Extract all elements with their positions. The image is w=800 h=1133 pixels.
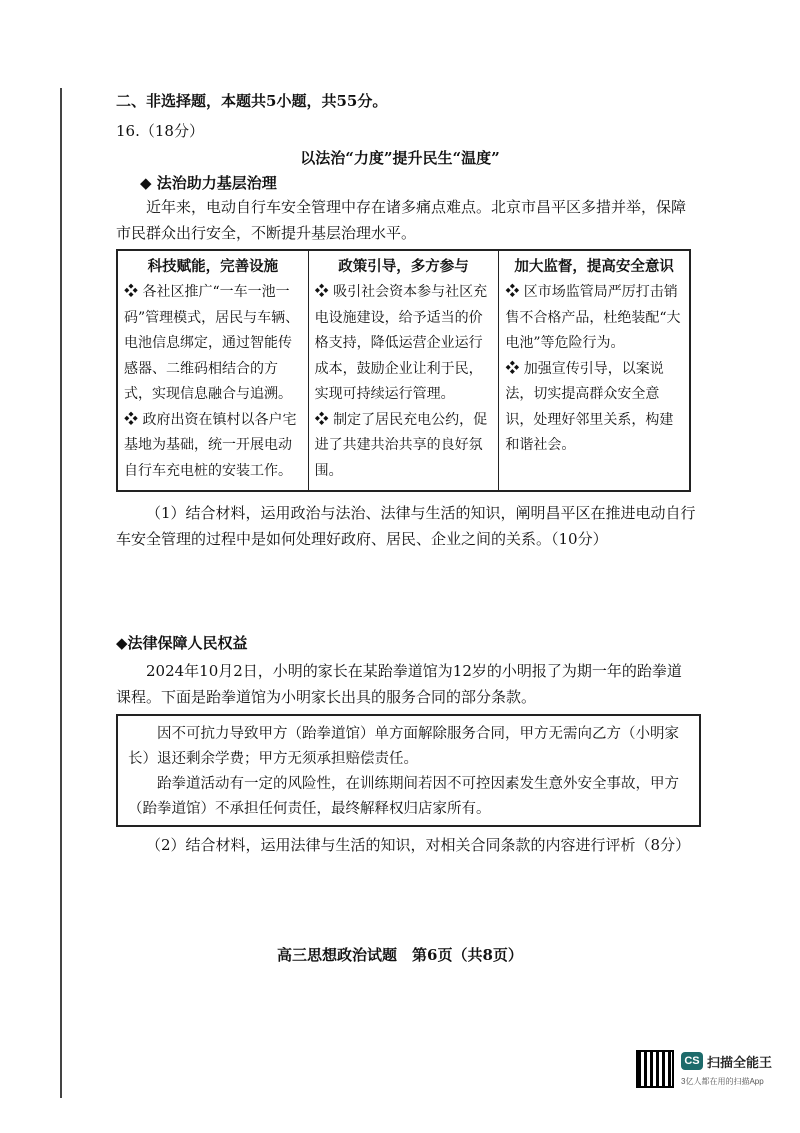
column-item: ❖ 吸引社会资本参与社区充电设施建设，给予适当的价格支持，降低运营企业运行成本，鼓励企业让利于民，实现可持续运行管理。 (314, 284, 488, 402)
measures-table (116, 249, 691, 492)
table-column (309, 251, 500, 490)
column-heading: 加大监督，提高安全意识 (514, 258, 674, 275)
page-footer: 高三思想政治试题 第6页（共8页） (277, 946, 523, 964)
section2-intro: 2024年10月2日，小明的家长在某跆拳道馆为12岁的小明报了为期一年的跆拳道课程。下面是跆拳道馆为小明家长出具的服务合同的部分条款。 (116, 662, 682, 706)
table-column (118, 251, 309, 490)
column-item: ❖ 各社区推广“一车一池一码”管理模式，居民与车辆、电池信息绑定，通过智能传感器、二维码相结合的方式，实现信息融合与追溯。 (124, 284, 300, 402)
camscanner-logo-icon: CS (681, 1052, 703, 1070)
question-number: 16.（18分） (116, 122, 204, 140)
question-2: （2）结合材料，运用法律与生活的知识，对相关合同条款的内容进行评析（8分） (146, 836, 691, 854)
section1-intro: 近年来，电动自行车安全管理中存在诸多痛点难点。北京市昌平区多措并举，保障市民群众出行安全，不断提升基层治理水平。 (116, 198, 687, 242)
material-title: 以法治“力度”提升民生“温度” (300, 149, 500, 167)
qr-code-icon (636, 1050, 674, 1088)
watermark-name: 扫描全能王 (707, 1055, 773, 1070)
question-1: （1）结合材料，运用政治与法治、法律与生活的知识，阐明昌平区在推进电动自行车安全管理的过程中是如何处理好政府、居民、企业之间的关系。（10分） (116, 504, 696, 548)
contract-clause: 跆拳道活动有一定的风险性，在训练期间若因不可控因素发生意外安全事故，甲方（跆拳道馆）不承担任何责任，最终解释权归店家所有。 (128, 776, 679, 817)
column-item: ❖ 区市场监管局严厉打击销售不合格产品，杜绝装配“大电池”等危险行为。 (505, 284, 681, 351)
section-header: 二、非选择题，本题共5小题，共55分。 (116, 92, 388, 110)
column-heading: 政策引导，多方参与 (338, 258, 469, 275)
column-item: ❖ 政府出资在镇村以各户宅基地为基础，统一开展电动自行车充电桩的安装工作。 (124, 411, 297, 479)
column-item: ❖ 制定了居民充电公约，促进了共建共治共享的良好氛围。 (314, 411, 488, 479)
column-heading: 科技赋能，完善设施 (147, 258, 279, 275)
section2-heading: ◆法律保障人民权益 (116, 634, 248, 652)
table-column (499, 251, 689, 490)
contract-clause: 因不可抗力导致甲方（跆拳道馆）单方面解除服务合同，甲方无需向乙方（小明家长）退还剩余学费；甲方无须承担赔偿责任。 (128, 726, 679, 767)
watermark-tagline: 3亿人都在用的扫描App (681, 1077, 764, 1086)
contract-box (116, 714, 701, 827)
section1-heading: ◆ 法治助力基层治理 (140, 174, 277, 192)
column-item: ❖ 加强宣传引导，以案说法，切实提高群众安全意识，处理好邻里关系，构建和谐社会。 (505, 360, 674, 453)
